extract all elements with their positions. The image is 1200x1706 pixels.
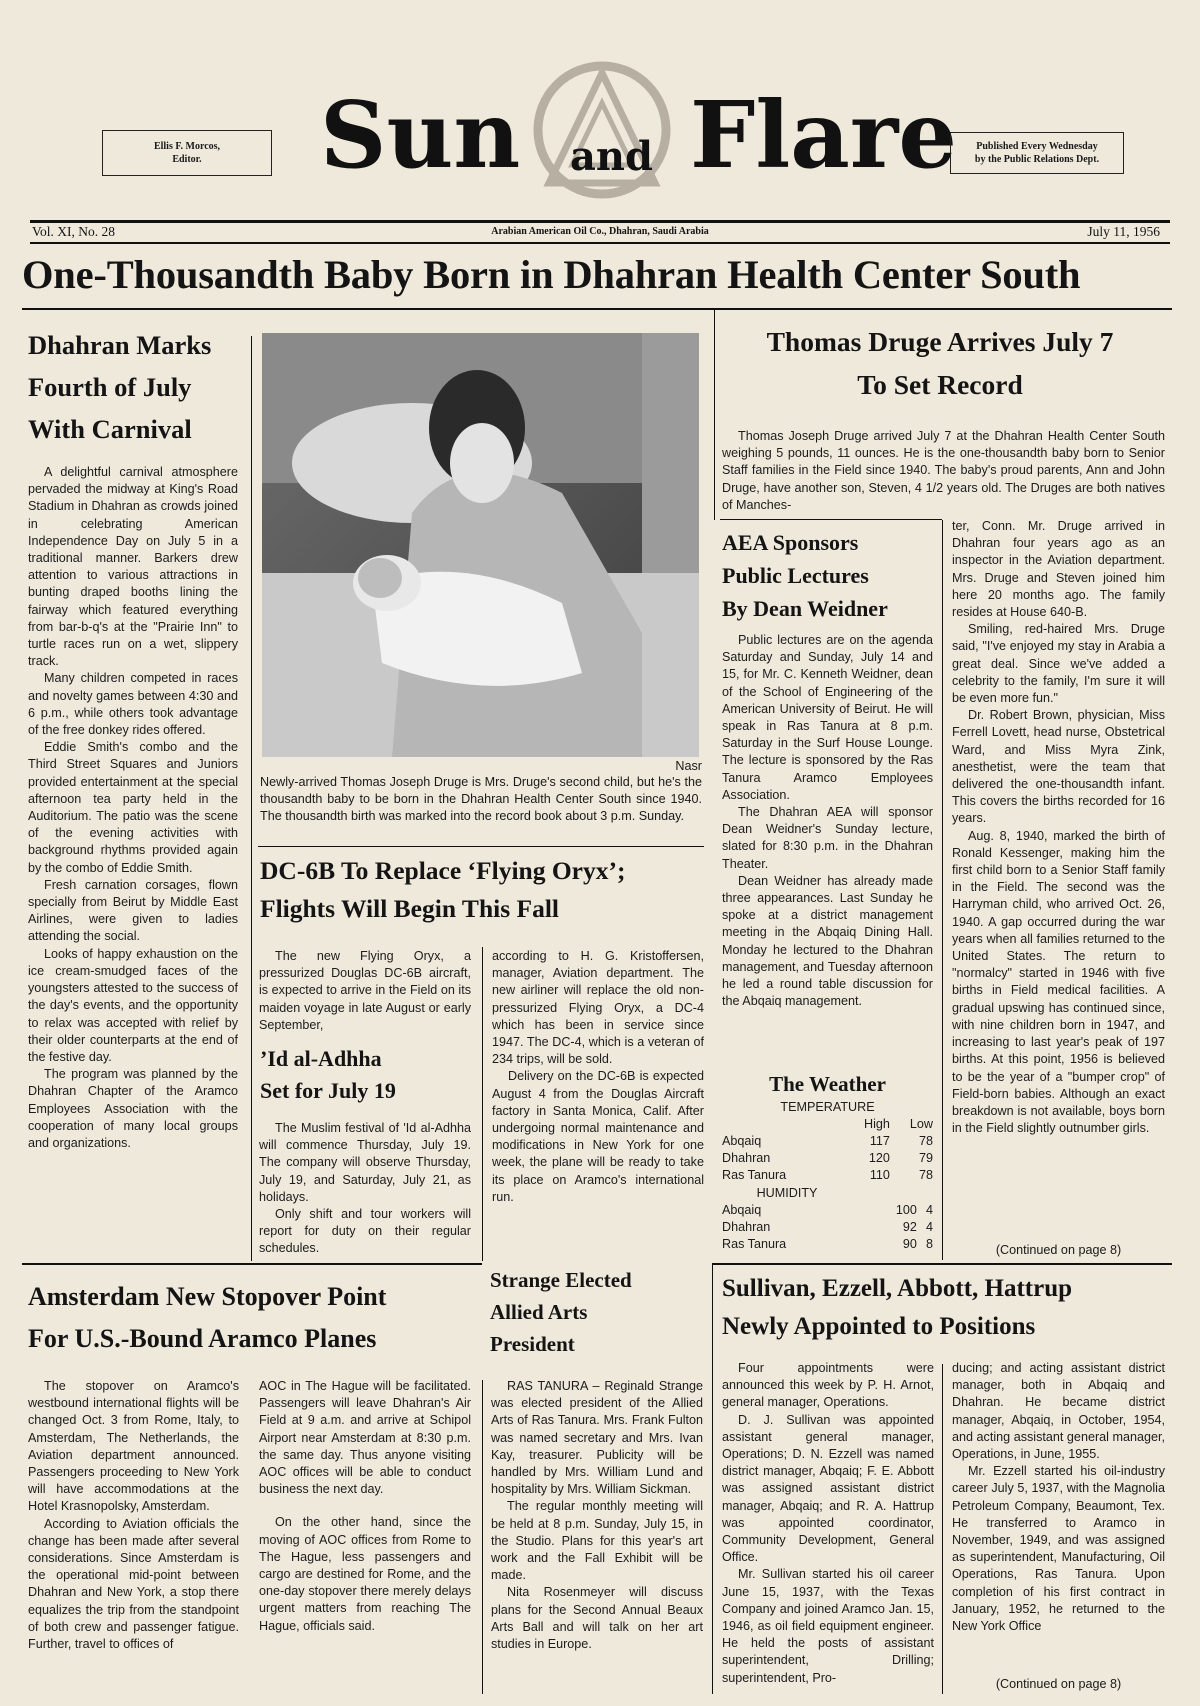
sullivan-paragraph: D. J. Sullivan was appointed assistant general manager, Operations; D. N. Ezzell was named district manager, Abqaiq; F. E. Abbott was assigned assistant district manager, Abqaiq; and R. A. Hattrup was appointed coordinator, Community Development, General Office.	[722, 1412, 934, 1565]
carnival-article	[28, 464, 238, 1262]
carnival-paragraph: A delightful carnival atmosphere pervaded the midway at King's Road Stadium in Dhahran as crowds joined in celebrating American Independence Day on July 5 in a traditional manner. Barkers drew attention to various attractions in bunting draped booths lining the fairway which featured everything from bar-b-q's at the "Prairie Inn" to turtle races run on a wet, slippery track.	[28, 465, 238, 669]
adhha-headline	[260, 1043, 480, 1107]
weather-low: 79	[918, 1151, 933, 1165]
mother-baby-photo	[262, 333, 699, 757]
weather-high: 90	[902, 1237, 917, 1251]
weather-low: 78	[918, 1134, 933, 1148]
sullivan-paragraph: Mr. Ezzell started his oil-industry career July 5, 1937, with the Magnolia Petroleum Company, Beaumont, Tex. He transferred to Aramco in November, 1949, and was assigned as superintendent, Manufacturing, Oil Operations, Ras Tanura. Upon completion of his first contract in January, 1952, he returned to the New York Office	[952, 1464, 1165, 1634]
volume-number: Vol. XI, No. 28	[32, 224, 116, 239]
dc6b-headline-line-1: DC-6B To Replace ‘Flying Oryx’;	[260, 856, 626, 885]
amsterdam-col-1	[28, 1378, 239, 1694]
weather-high: 92	[902, 1220, 917, 1234]
strange-headline-line-1: Strange Elected	[490, 1268, 632, 1292]
carnival-paragraph: The program was planned by the Dhahran Chapter of the Aramco Employees Association with the cooperation of many local groups and organizations.	[28, 1067, 238, 1150]
dc6b-col-2	[492, 948, 704, 1264]
column-rule-2	[714, 310, 715, 520]
druge-continued-col	[952, 518, 1165, 1240]
weather-place: Ras Tanura	[722, 1168, 787, 1182]
issue-date: July 11, 1956	[1087, 224, 1160, 239]
strange-article	[491, 1378, 703, 1694]
aea-headline-line-1: AEA Sponsors	[722, 530, 859, 555]
strange-paragraph: Nita Rosenmeyer will discuss plans for the Second Annual Beaux Arts Ball and will talk on her art studies in Europe.	[491, 1585, 703, 1652]
weather-high: 100	[895, 1203, 917, 1217]
carnival-headline	[28, 324, 248, 450]
weather-row	[722, 1150, 933, 1167]
amsterdam-paragraph: AOC in The Hague will be facilitated. Passengers will leave Dhahran's Air Field at 9 a.m. and arrive at Schipol Airport near Amsterdam at 8:30 p.m. the same day. Thus anyone visiting AOC offices will be able to conduct business the next day.	[259, 1379, 471, 1497]
weather-high: 117	[869, 1134, 890, 1148]
company-line: Arabian American Oil Co., Dhahran, Saudi Arabia	[491, 226, 709, 237]
column-rule-3	[942, 520, 943, 1260]
weather-row	[722, 1133, 933, 1150]
sullivan-headline	[722, 1270, 1172, 1346]
weather-low: 4	[925, 1203, 933, 1217]
published-box	[950, 132, 1124, 174]
weather-row	[722, 1236, 933, 1253]
editor-box	[102, 130, 272, 176]
strange-headline	[490, 1264, 705, 1360]
weather-place: Abqaiq	[722, 1203, 762, 1217]
druge-paragraph: ter, Conn. Mr. Druge arrived in Dhahran four years ago as an inspector in the Aviation department. Mrs. Druge and Steven joined him here 20 months ago. The family resides at House 640-B.	[952, 519, 1165, 620]
druge-paragraph: Dr. Robert Brown, physician, Miss Ferrell Lovett, head nurse, Obstetrical Ward, and Miss Myra Zink, anesthetist, were the team that delivered the one-thousandth infant. This covers the births recorded for 16 years.	[952, 708, 1165, 826]
weather-low: 4	[925, 1220, 933, 1234]
weather-temp-label: TEMPERATURE	[780, 1100, 875, 1114]
druge-continued-note: (Continued on page 8)	[995, 1243, 1122, 1257]
weather-low: 78	[918, 1168, 933, 1182]
weather-row	[722, 1202, 933, 1219]
strange-headline-line-3: President	[490, 1332, 575, 1356]
aea-article	[722, 632, 933, 1064]
aea-paragraph: The Dhahran AEA will sponsor Dean Weidner's Sunday lecture, slated for 8:30 p.m. in the Dhahran Theater.	[722, 805, 933, 871]
amsterdam-paragraph: The stopover on Aramco's westbound international flights will be changed Oct. 3 from Rome, Italy, to Amsterdam, The Netherlands, the Aviation department announced. Passengers proceeding to New York will have accommodations at the Hotel Krasnopolsky, Amsterdam.	[28, 1379, 239, 1514]
weather-title: The Weather	[769, 1072, 886, 1096]
column-rule-5	[712, 1264, 713, 1694]
weather-temperature-table	[722, 1116, 933, 1184]
druge-headline	[720, 320, 1160, 406]
sullivan-headline-line-2: Newly Appointed to Positions	[722, 1313, 1036, 1340]
adhha-article	[259, 1120, 471, 1262]
amsterdam-paragraph: According to Aviation officials the change has been made after several considerations. Since Amsterdam is the operational mid-point between Dhahran and New York, a stop there equalizes the trip from the standpoint of both crew and passenger fatigue. Further, travel to offices of	[28, 1516, 239, 1652]
sullivan-continued-note: (Continued on page 8)	[995, 1677, 1122, 1691]
dc6b-headline	[260, 852, 710, 928]
aea-headline-line-2: Public Lectures	[722, 563, 869, 588]
druge-paragraph: Smiling, red-haired Mrs. Druge said, "I've enjoyed my stay in Arabia a great deal. Since we've added a celebrity to the family, I'm sure it will be even more fun."	[952, 622, 1165, 706]
adhha-paragraph: The Muslim festival of 'Id al-Adhha will commence Thursday, July 19. The company will observe Thursday, July 19, and Saturday, July 21, as holidays.	[259, 1121, 471, 1204]
adhha-paragraph: Only shift and tour workers will report for duty on their regular schedules.	[259, 1207, 471, 1256]
photo-caption: Newly-arrived Thomas Joseph Druge is Mrs. Druge's second child, but he's the thousandth baby to be born in the Dhahran Health Center South since 1940. The thousandth birth was marked into the record book about 3 p.m. Sunday.	[260, 775, 702, 823]
druge-lead	[722, 428, 1165, 516]
weather-low: 8	[925, 1237, 933, 1251]
amsterdam-col-2	[259, 1378, 471, 1694]
lower-section-rule-left	[22, 1263, 482, 1265]
weather-humidity-table	[722, 1202, 933, 1253]
dc6b-paragraph: The new Flying Oryx, a pressurized Douglas DC-6B aircraft, is expected to arrive in the Field on its maiden voyage in late August or early September,	[259, 949, 471, 1032]
carnival-paragraph: Fresh carnation corsages, flown specially from Beirut by Middle East Airlines, were given to ladies attending the social.	[28, 877, 238, 944]
strange-paragraph: The regular monthly meeting will be held at 8 p.m. Sunday, July 15, in the Studio. Plans for this year's art work and the Fall Exhibit will be made.	[491, 1499, 703, 1583]
sullivan-col-2	[952, 1360, 1165, 1676]
editor-title: Editor.	[172, 154, 202, 165]
aea-paragraph: Public lectures are on the agenda Saturday and Sunday, July 14 and 15, for Mr. C. Kenneth Weidner, dean of the School of Engineering of the American University of Beirut. He will speak in Ras Tanura at 8 p.m. Saturday in the Surf House Lounge. The lecture is sponsored by the Ras Tanura Aramco Employees Association.	[722, 633, 933, 802]
masthead-title-sun: Sun	[320, 81, 521, 189]
weather-row	[722, 1219, 933, 1236]
amsterdam-paragraph: On the other hand, since the moving of AOC offices from Rome to The Hague, less passengers and cargo are destined for Rome, and the one-day stopover there merely delays urgent matters from reaching The Hague, officials said.	[259, 1515, 471, 1633]
carnival-paragraph: Many children competed in races and novelty games between 4:30 and 6 p.m., while others took advantage of the free donkey rides offered.	[28, 671, 238, 738]
druge-paragraph: Aug. 8, 1940, marked the birth of Ronald Kessenger, making him the first child born to a Senior Staff family in the Field. The second was the Harryman child, who arrived Oct. 26, 1940. A gap occurred during the war years when all families returned to the United States. The return to "normalcy" started in 1946 with five births in Field medical facilities. A gradual upswing has continued since, with nine children born in 1947, and increasing to last year's peak of 197 births. At this point, 1956 is believed to be the year of a "bumper crop" of Field-born babies. Although an exact breakdown is not available, boys born in the Field slightly outnumber girls.	[952, 828, 1165, 1136]
amsterdam-headline	[28, 1276, 478, 1360]
weather-high: 110	[869, 1168, 890, 1182]
sullivan-paragraph: Four appointments were announced this week by P. H. Arnot, general manager, Operations.	[722, 1361, 934, 1410]
dc6b-headline-line-2: Flights Will Begin This Fall	[260, 894, 560, 923]
masthead-bottom-rule	[30, 242, 1170, 244]
caption-rule	[258, 846, 704, 847]
masthead-title-and: and	[570, 133, 653, 180]
druge-headline-line-1: Thomas Druge Arrives July 7	[766, 326, 1114, 357]
published-line-2: by the Public Relations Dept.	[974, 154, 1100, 165]
masthead-top-rule	[30, 220, 1170, 223]
strange-paragraph: RAS TANURA – Reginald Strange was elected president of the Allied Arts of Ras Tanura. Mrs. Frank Fulton was named secretary and Mrs. Ivan Kay, treasurer. Publicity will be handled by Mrs. William Lund and hospitality by Mrs. William Sickman.	[491, 1379, 703, 1497]
dc6b-col-1	[259, 948, 471, 1038]
amsterdam-headline-line-1: Amsterdam New Stopover Point	[28, 1282, 387, 1311]
weather-place: Dhahran	[722, 1220, 771, 1234]
sun-flare-emblem	[527, 55, 677, 205]
masthead-title-flare: Flare	[690, 81, 957, 189]
column-rule-1	[251, 336, 252, 1261]
carnival-headline-line-1: Dhahran Marks	[28, 330, 212, 360]
weather-header-row	[722, 1116, 933, 1133]
sullivan-paragraph: Mr. Sullivan started his oil career June 15, 1937, with the Texas Company and joined Aramco Jan. 15, 1946, as oil field equipment engineer. He held the posts of assistant superintendent, Drilling; superintendent, Pro-	[722, 1567, 934, 1685]
carnival-headline-line-2: Fourth of July	[28, 372, 192, 402]
druge-lead-rule	[720, 519, 942, 520]
weather-high: 120	[868, 1151, 890, 1165]
weather-place: Ras Tanura	[722, 1237, 787, 1251]
carnival-paragraph: Looks of happy exhaustion on the ice cream-smudged faces of the youngsters attested to the success of the day's events, and the opportunity to relax was accepted with relief by their older counterparts at the end of the festive day.	[28, 946, 238, 1064]
druge-lead-paragraph: Thomas Joseph Druge arrived July 7 at the Dhahran Health Center South weighing 5 pounds, 11 ounces. He is the one-thousandth baby born to Senior Staff families in the Field since 1940. The baby's proud parents, Ann and John Druge, have another son, Steven, 4 1/2 years old. The Druges are both natives of Manches-	[722, 429, 1165, 512]
aea-headline	[722, 526, 937, 625]
strange-headline-line-2: Allied Arts	[490, 1300, 588, 1324]
weather-low-label: Low	[909, 1117, 933, 1131]
sullivan-headline-line-1: Sullivan, Ezzell, Abbott, Hattrup	[722, 1275, 1073, 1302]
dc6b-paragraph: Delivery on the DC-6B is expected August 4 from the Douglas Aircraft factory in Santa Monica, Calif. After undergoing normal maintenance and modifications in New York for one week, the plane will be ready to take its place on Aramco's international run.	[492, 1069, 704, 1204]
adhha-headline-line-2: Set for July 19	[260, 1078, 396, 1103]
adhha-headline-line-1: ’Id al-Adhha	[260, 1046, 382, 1071]
column-rule-7	[942, 1364, 943, 1694]
lower-section-rule-right	[712, 1263, 1172, 1265]
dc6b-paragraph: according to H. G. Kristoffersen, manager, Aviation department. The new airliner will replace the old non-pressurized Flying Oryx, a DC-4 which has been in service since 1947. The DC-4, which is a veteran of 234 trips, will be sold.	[492, 949, 704, 1067]
amsterdam-headline-line-2: For U.S.-Bound Aramco Planes	[28, 1324, 377, 1353]
weather-humidity-label: HUMIDITY	[756, 1186, 818, 1200]
weather-place: Abqaiq	[722, 1134, 762, 1148]
weather-row	[722, 1167, 933, 1184]
weather-place: Dhahran	[722, 1151, 771, 1165]
carnival-headline-line-3: With Carnival	[28, 414, 192, 444]
photo-credit: Nasr	[675, 759, 702, 773]
sullivan-paragraph: ducing; and acting assistant district manager, both in Abqaiq and Dhahran. He became district manager, Abqaiq, in October, 1954, and acting assistant general manager, Operations, in June, 1955.	[952, 1361, 1165, 1462]
published-line-1: Published Every Wednesday	[976, 141, 1098, 152]
column-rule-4	[482, 947, 483, 1261]
weather-high-label: High	[864, 1117, 890, 1131]
carnival-paragraph: Eddie Smith's combo and the Third Street Squares and Juniors provided entertainment at the special afternoon tea party held in the Auditorium. The patio was the scene of the evening activities with background rhythms provided again by the combo of Eddie Smith.	[28, 740, 238, 875]
banner-rule	[22, 308, 1172, 310]
weather-table	[722, 1098, 933, 1253]
sullivan-col-1	[722, 1360, 934, 1694]
aea-headline-line-3: By Dean Weidner	[722, 596, 888, 621]
druge-headline-line-2: To Set Record	[857, 369, 1023, 400]
editor-name: Ellis F. Morcos,	[153, 141, 221, 152]
column-rule-6	[482, 1380, 483, 1694]
banner-headline: One-Thousandth Baby Born in Dhahran Health Center South	[22, 252, 1081, 297]
aea-paragraph: Dean Weidner has already made three appearances. Last Sunday he spoke at a district management meeting in the Abqaiq Dining Hall. Monday he lectured to the Dhahran management, and Tuesday afternoon he led a round table discussion for the Abqaiq management.	[722, 873, 933, 1009]
